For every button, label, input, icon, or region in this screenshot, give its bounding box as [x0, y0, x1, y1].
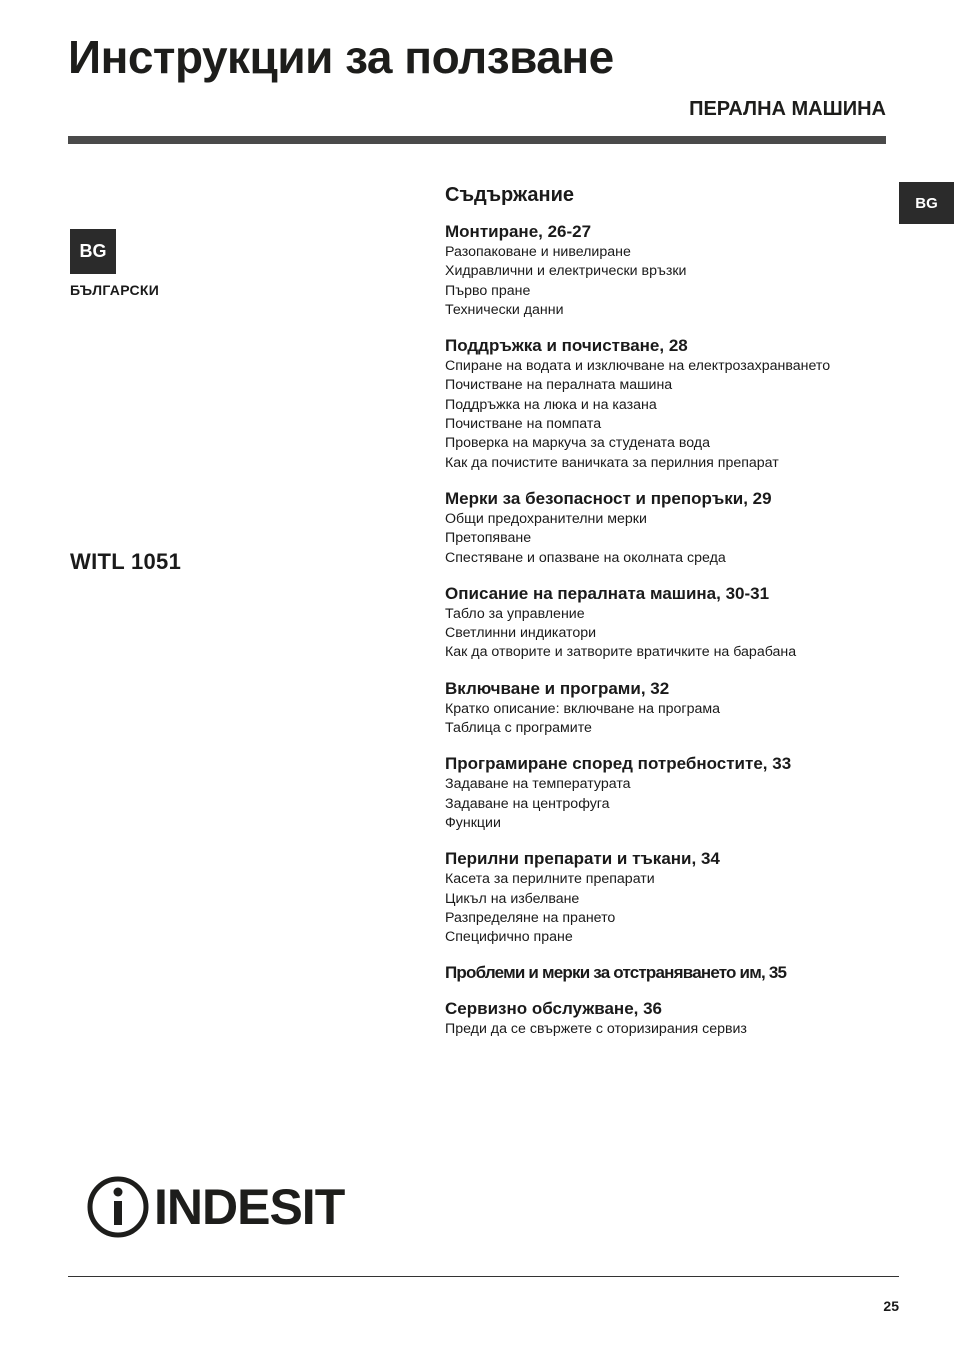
toc-section-troubleshooting: [445, 962, 885, 983]
toc-item[interactable]: Цикъл на избелване: [445, 890, 580, 907]
toc-item[interactable]: Касета за перилните препарати: [445, 871, 655, 888]
toc-item[interactable]: Спиране на водата и изключване на електрозахранването: [445, 358, 831, 375]
toc-item[interactable]: Задаване на центрофуга: [445, 795, 610, 812]
toc-section-title[interactable]: Включване и програми, 32: [445, 678, 670, 698]
toc-section-programs: [445, 678, 885, 739]
toc-section-installation: [445, 221, 885, 320]
document-subtitle: ПЕРАЛНА МАШИНА: [689, 98, 886, 120]
toc-item[interactable]: Табло за управление: [445, 605, 585, 622]
toc-section-service: [445, 998, 885, 1039]
footer-divider: [68, 1276, 899, 1277]
toc-item[interactable]: Поддръжка на люка и на казана: [445, 396, 657, 413]
toc-item[interactable]: Светлинни индикатори: [445, 625, 597, 642]
toc-item[interactable]: Как да отворите и затворите вратичките на барабана: [445, 644, 797, 661]
toc-item[interactable]: Претопяване: [445, 530, 532, 547]
toc-item[interactable]: Почистване на помпата: [445, 416, 602, 433]
toc-item[interactable]: Технически данни: [445, 301, 564, 318]
toc-section-description: [445, 583, 885, 663]
language-side-tab: BG: [899, 182, 954, 224]
toc-section-detergents: [445, 848, 885, 947]
toc-section-title[interactable]: Мерки за безопасност и препоръки, 29: [445, 488, 772, 508]
toc-item[interactable]: Задаване на температурата: [445, 776, 631, 793]
indesit-i-logo-icon: [86, 1175, 150, 1239]
toc-item[interactable]: Спестяване и опазване на околната среда: [445, 549, 726, 566]
toc-heading: Съдържание: [445, 184, 575, 206]
toc-item[interactable]: Проверка на маркуча за студената вода: [445, 435, 710, 452]
toc-section-title[interactable]: Перилни препарати и тъкани, 34: [445, 849, 720, 869]
language-name: БЪЛГАРСКИ: [70, 282, 160, 298]
toc-section-title[interactable]: Поддръжка и почистване, 28: [445, 336, 688, 356]
toc-item[interactable]: Как да почистите ваничката за перилния препарат: [445, 454, 779, 471]
toc-item[interactable]: Функции: [445, 814, 501, 831]
header-divider: [68, 136, 886, 144]
toc-section-title[interactable]: Описание на пералната машина, 30-31: [445, 583, 770, 603]
toc-section-title[interactable]: Сервизно обслужване, 36: [445, 999, 663, 1019]
toc-item[interactable]: Разпределяне на прането: [445, 909, 616, 926]
toc-item[interactable]: Разопаковане и нивелиране: [445, 244, 631, 260]
page-number: 25: [883, 1298, 899, 1314]
toc-section-safety: [445, 488, 885, 568]
toc-item[interactable]: Първо пране: [445, 282, 531, 299]
toc-item[interactable]: Специфично пране: [445, 929, 573, 946]
brand-logo: [86, 1175, 344, 1239]
toc-section-title[interactable]: Монтиране, 26-27: [445, 222, 592, 241]
toc-section-title[interactable]: Програмиране според потребностите, 33: [445, 754, 792, 774]
toc-item[interactable]: Хидравлични и електрически връзки: [445, 263, 687, 280]
toc-section-maintenance: [445, 335, 885, 473]
language-code-badge: BG: [70, 229, 116, 274]
page-title: Инструкции за ползване: [68, 31, 614, 83]
brand-logo-text: INDESIT: [154, 1179, 345, 1235]
model-number: WITL 1051: [70, 549, 182, 574]
toc-section-personalisation: [445, 753, 885, 833]
toc-section-title[interactable]: Проблеми и мерки за отстраняването им, 35: [445, 963, 787, 983]
toc-item[interactable]: Кратко описание: включване на програма: [445, 700, 721, 717]
toc-item[interactable]: Общи предохранителни мерки: [445, 510, 647, 527]
toc-item[interactable]: Преди да се свържете с оторизирания сервиз: [445, 1021, 747, 1038]
toc-item[interactable]: Таблица с програмите: [445, 720, 592, 737]
toc-item[interactable]: Почистване на пералната машина: [445, 377, 673, 394]
table-of-contents: [445, 182, 885, 1055]
